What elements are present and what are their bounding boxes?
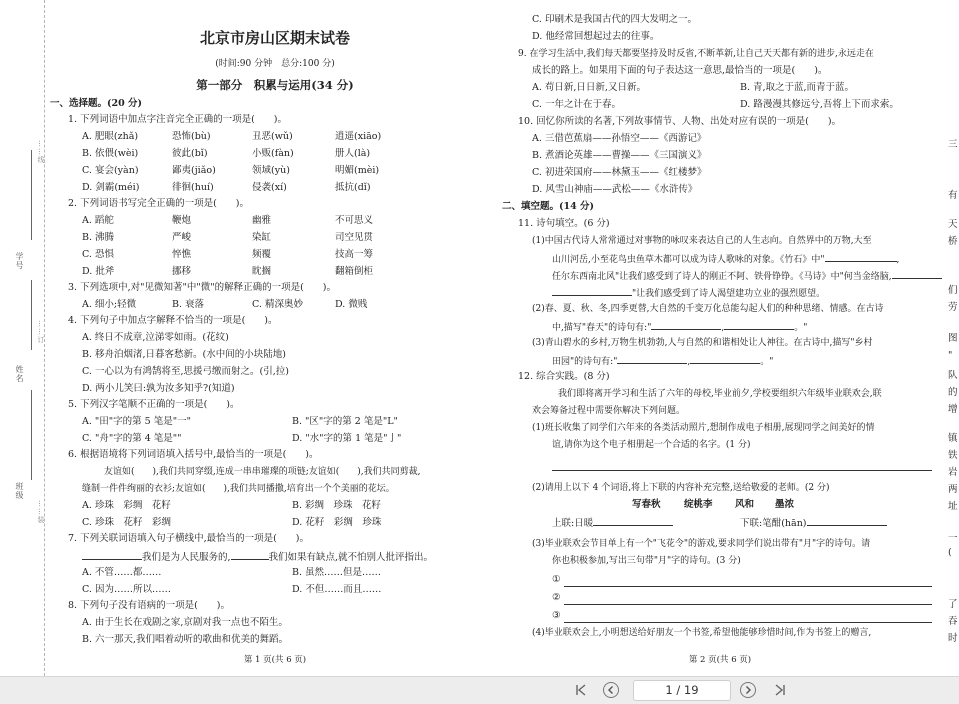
question-stem: 10. 回忆你所读的名著,下列故事情节、人物、出处对应有误的一项是( )。: [518, 116, 842, 127]
option-text: 小贩(fàn): [252, 148, 294, 159]
option-text: C. 因为……所以……: [82, 584, 171, 595]
answer-index: ①: [552, 574, 561, 585]
margin-line: [31, 390, 32, 480]
option-text: 明媚(mèi): [335, 165, 380, 176]
answer-index: ②: [552, 592, 561, 603]
passage-text: (3)青山碧水的乡村,万物生机勃勃,人与自然的和谐相处让人神往。在古诗中,描写"乡村: [532, 338, 873, 348]
peek-char: 桥: [948, 236, 958, 247]
passage-line: [552, 267, 942, 286]
margin-label-student-id: 学号: [15, 252, 24, 270]
option-text: 侵袭(xí): [252, 182, 287, 193]
answer-blank[interactable]: [552, 284, 632, 296]
option-text: 幽雅: [252, 215, 272, 226]
peek-char: 三: [948, 139, 958, 150]
question-stem: 6. 根据语境将下列词语填入括号中,最恰当的一项是( )。: [68, 449, 319, 460]
passage-text: 山川河岳,小至花鸟虫鱼草木都可以成为诗人歌咏的对象。《竹石》中": [552, 255, 825, 265]
passage-text: (2)春、夏、秋、冬,四季更替,大自然的千变万化总能勾起人们的种种思绪、情感。在古诗: [532, 304, 884, 314]
next-page-button[interactable]: [740, 682, 756, 698]
answer-blank[interactable]: [724, 318, 794, 330]
option-text: B. 彩绸 珍珠 花籽: [292, 500, 382, 511]
option-text: 册人(là): [335, 148, 371, 159]
couplet-label: 下联:笔酣(hān): [740, 518, 807, 529]
answer-line[interactable]: [564, 622, 932, 623]
option-text: B. 移舟泊烟渚,日暮客愁新。(水中间的小块陆地): [82, 349, 286, 360]
margin-line: [31, 150, 32, 240]
margin-mark: ……订: [37, 320, 45, 344]
answer-blank[interactable]: [231, 548, 269, 560]
peek-char: 两: [948, 484, 958, 495]
answer-line[interactable]: [564, 604, 932, 605]
option-text: D. 两小儿笑曰:孰为汝多知乎?(知道): [82, 383, 235, 394]
margin-label-name: 姓名: [15, 365, 24, 383]
question-passage: 友谊如( ),我们共同穿缀,连成一串串璀璨的项链;友谊如( ),我们共同剪裁,: [104, 467, 421, 477]
option-text: A. 蹈舵: [82, 215, 114, 226]
word-choice: 风和: [735, 499, 755, 510]
answer-blank[interactable]: [617, 352, 687, 364]
section-heading: 一、选择题。(20 分): [50, 98, 143, 109]
word-choice: 墨浓: [775, 499, 795, 510]
option-text: B. "区"字的第 2 笔是"L": [292, 416, 398, 427]
question-stem: 12. 综合实践。(8 分): [518, 371, 610, 382]
option-text: D. "水"字的第 1 笔是"亅": [292, 433, 402, 444]
skip-last-icon: [772, 682, 788, 698]
option-text: 严峻: [172, 232, 192, 243]
peek-char: 天: [948, 219, 958, 230]
option-text: C. 宴会(yàn): [82, 165, 139, 176]
margin-line: [31, 280, 32, 350]
option-text: 挪移: [172, 266, 192, 277]
couplet-upper: [552, 514, 673, 533]
margin-mark: ……线: [37, 140, 45, 164]
passage-text: 我们即将离开学习和生活了六年的母校,毕业前夕,学校要组织六年级毕业联欢会,联: [558, 389, 882, 399]
passage-text: 我们是为人民服务的,: [142, 552, 231, 563]
page-indicator[interactable]: 1 / 19: [633, 680, 731, 701]
exam-title: 北京市房山区期末试卷: [199, 29, 350, 47]
page-2: [502, 0, 938, 676]
passage-text: 你也积极参加,写出三句带"月"字的诗句。(3 分): [552, 556, 741, 566]
question-stem: 2. 下列词语书写完全正确的一项是( )。: [68, 198, 249, 209]
prev-page-button[interactable]: [603, 682, 619, 698]
answer-blank[interactable]: [593, 514, 673, 526]
option-text: 眈搁: [252, 266, 272, 277]
answer-line[interactable]: [564, 586, 932, 587]
passage-text: 欢会筹备过程中需要你解决下列问题。: [532, 406, 686, 416]
peek-char: 了: [948, 599, 958, 610]
answer-blank[interactable]: [825, 250, 897, 262]
option-text: 悴憔: [172, 249, 192, 260]
question-stem: 7. 下列关联词语填入句子横线中,最恰当的一项是( )。: [68, 533, 310, 544]
option-text: 鞭炮: [172, 215, 192, 226]
viewer-toolbar: [0, 676, 959, 704]
option-text: A. 三借芭蕉扇——孙悟空——《西游记》: [532, 133, 707, 144]
option-text: D. 他经常回想起过去的往事。: [532, 31, 660, 42]
option-text: 鄙夷(jiǎo): [172, 165, 216, 176]
option-text: A. 肥眼(zhǎ): [82, 131, 139, 142]
option-text: C. 精深奥妙: [252, 299, 303, 310]
option-text: B. 青,取之于蓝,而青于蓝。: [740, 82, 855, 93]
peek-char: 铁: [948, 450, 958, 461]
answer-blank[interactable]: [690, 352, 760, 364]
option-text: 技高一筹: [335, 249, 374, 260]
page-number: 第 1 页(共 6 页): [243, 655, 307, 665]
option-text: D. 剑霸(méi): [82, 182, 140, 193]
skip-first-icon: [573, 682, 589, 698]
option-text: B. 虽然……但是……: [292, 567, 382, 578]
option-text: A. 细小;轻微: [82, 299, 137, 310]
option-text: B. 沸腾: [82, 232, 115, 243]
passage-line: 田园"的诗句有:" , 。": [552, 352, 773, 371]
option-text: 染缸: [252, 232, 272, 243]
question-passage: [82, 548, 433, 567]
peek-char: 的: [948, 387, 958, 398]
option-text: A. 不管……都……: [82, 567, 162, 578]
option-text: A. 由于生长在戏剧之家,京剧对我一点也不陌生。: [82, 617, 288, 628]
option-text: C. 一年之计在于春。: [532, 99, 621, 110]
peek-char: (: [948, 547, 952, 558]
option-text: 丑恶(wǔ): [252, 131, 293, 142]
next-page-peek: [944, 0, 959, 676]
passage-text: 田园"的诗句有:: [552, 357, 614, 367]
couplet-lower: [740, 514, 887, 533]
option-text: 逍遥(xiāo): [335, 131, 382, 142]
passage-line: 中,描写"春天"的诗句有:" , 。": [552, 318, 807, 337]
option-text: C. 恐惧: [82, 249, 114, 260]
question-stem: 5. 下列汉字笔顺不正确的一项是( )。: [68, 399, 240, 410]
passage-text: (1)中国古代诗人常常通过对事物的咏叹来表达自己的人生志向。自然界中的万物,大至: [532, 236, 872, 246]
passage-line: 山川河岳,小至花鸟虫鱼草木都可以成为诗人歌咏的对象。《竹石》中" ,: [552, 250, 899, 269]
peek-char: 劳: [948, 302, 958, 313]
option-text: C. 印刷术是我国古代的四大发明之一。: [532, 14, 697, 25]
peek-char: 有: [948, 190, 958, 201]
binding-margin: [0, 0, 45, 676]
question-stem: 3. 下列选项中,对"见微知著"中"微"的解释正确的一项是( )。: [68, 282, 336, 293]
option-text: C. "舟"字的第 4 笔是"": [82, 433, 182, 444]
part-heading: 第一部分 积累与运用(34 分): [196, 78, 354, 92]
answer-blank[interactable]: [892, 267, 942, 279]
option-text: C. 珍珠 花籽 彩绸: [82, 517, 171, 528]
question-passage: 缝制一件件绚丽的衣衫;友谊如( ),我们共同播撒,培育出一个个美丽的花坛。: [82, 484, 395, 494]
option-text: D. 批斧: [82, 266, 115, 277]
peek-char: 镇: [948, 433, 958, 444]
option-text: 恐怖(bù): [172, 131, 211, 142]
option-text: B. 六一那天,我们唱着动听的歌曲和优美的舞蹈。: [82, 634, 289, 645]
passage-text: (1)班长收集了同学们六年来的各类活动照片,想制作成电子相册,展现同学之间美好的情: [532, 423, 875, 433]
option-text: A. 苟日新,日日新,又日新。: [532, 82, 646, 93]
answer-index: ③: [552, 610, 561, 621]
option-text: 徘徊(huí): [172, 182, 214, 193]
option-text: D. 花籽 彩绸 珍珠: [292, 517, 382, 528]
peek-char: 们: [948, 285, 958, 296]
margin-mark: ……装: [37, 500, 45, 524]
passage-text: (3)毕业联欢会节目单上有一个"飞花令"的游戏,要求同学们说出带有"月"字的诗句。请: [532, 539, 871, 549]
option-text: B. 依偎(wèi): [82, 148, 139, 159]
first-page-button[interactable]: [573, 682, 589, 698]
option-text: C. 一心以为有鸿鹄将至,思援弓缴而射之。(引,拉): [82, 366, 289, 377]
peek-char: 图: [948, 333, 958, 344]
question-stem: 4. 下列句子中加点字解释不恰当的一项是( )。: [68, 315, 278, 326]
couplet-label: 上联:日暖: [552, 518, 594, 529]
exam-meta: (时间:90 分钟 总分:100 分): [215, 59, 335, 69]
page-1: [50, 0, 500, 676]
question-stem: 8. 下列句子没有语病的一项是( )。: [68, 600, 230, 611]
passage-line: [552, 284, 825, 303]
passage-text: 我们如果有缺点,就不怕别人批评指出。: [268, 552, 434, 563]
peek-char: 增: [948, 404, 958, 415]
passage-text: 中,描写"春天"的诗句有:: [552, 323, 648, 333]
peek-char: 队: [948, 370, 958, 381]
option-text: A. "田"字的第 5 笔是"一": [82, 416, 191, 427]
answer-line[interactable]: [552, 470, 932, 471]
chevron-left-icon: [604, 683, 618, 697]
margin-label-class: 班级: [15, 482, 24, 500]
peek-char: ": [948, 350, 953, 361]
peek-char: 吞: [948, 616, 958, 627]
question-stem: 1. 下列词语中加点字注音完全正确的一项是( )。: [68, 114, 287, 125]
option-text: D. 微贱: [335, 299, 368, 310]
passage-text: 任尔东西南北风"让我们感受到了诗人的刚正不阿、铁骨铮铮。《马诗》中"何当金络脑,: [552, 272, 892, 282]
option-text: A. 珍珠 彩绸 花籽: [82, 500, 171, 511]
option-text: D. 路漫漫其修远兮,吾将上下而求索。: [740, 99, 899, 110]
option-text: 领域(yù): [252, 165, 290, 176]
peek-char: 址: [948, 501, 958, 512]
passage-text: "让我们感受到了诗人渴望建功立业的强烈愿望。: [632, 289, 826, 299]
section-heading: 二、填空题。(14 分): [502, 201, 595, 212]
passage-text: (4)毕业联欢会上,小明想送给好朋友一个书签,希望他能够珍惜时间,作为书签上的赠言,: [532, 628, 872, 638]
option-text: B. 衰落: [172, 299, 205, 310]
question-stem: 11. 诗句填空。(6 分): [518, 218, 610, 229]
answer-blank[interactable]: [82, 548, 142, 560]
option-text: C. 初进荣国府——林黛玉——《红楼梦》: [532, 167, 707, 178]
chevron-right-icon: [741, 683, 755, 697]
peek-char: 一: [948, 533, 958, 544]
answer-blank[interactable]: [651, 318, 721, 330]
passage-text: (2)请用上以下 4 个词语,将上下联的内容补充完整,送给敬爱的老师。(2 分): [532, 483, 830, 493]
option-text: 翻箱倒柜: [335, 266, 374, 277]
option-text: D. 风雪山神庙——武松——《水浒传》: [532, 184, 698, 195]
peek-char: 岩: [948, 467, 958, 478]
word-choice: 写春秋: [632, 499, 661, 510]
option-text: D. 不但……而且……: [292, 584, 382, 595]
answer-blank[interactable]: [807, 514, 887, 526]
passage-text: 谊,请你为这个电子相册起一个合适的名字。(1 分): [552, 440, 751, 450]
option-text: 频覆: [252, 249, 272, 260]
option-text: 司空见贯: [335, 232, 374, 243]
option-text: A. 终日不成章,泣涕零如雨。(花纹): [82, 332, 229, 343]
option-text: B. 煮酒论英雄——曹操——《三国演义》: [532, 150, 707, 161]
last-page-button[interactable]: [772, 682, 788, 698]
option-text: 彼此(bǐ): [172, 148, 208, 159]
word-choice: 绽桃李: [684, 499, 713, 510]
page-number: 第 2 页(共 6 页): [688, 655, 752, 665]
option-text: 抵抗(dǐ): [335, 182, 371, 193]
option-text: 不可思义: [335, 215, 374, 226]
question-stem: 9. 在学习生活中,我们每天都要坚持及时反省,不断革新,让自己天天都有新的进步,永远走在: [518, 49, 874, 59]
peek-char: 时: [948, 633, 958, 644]
question-stem: 成长的路上。如果用下面的句子表达这一意思,最恰当的一项是( )。: [532, 65, 828, 76]
